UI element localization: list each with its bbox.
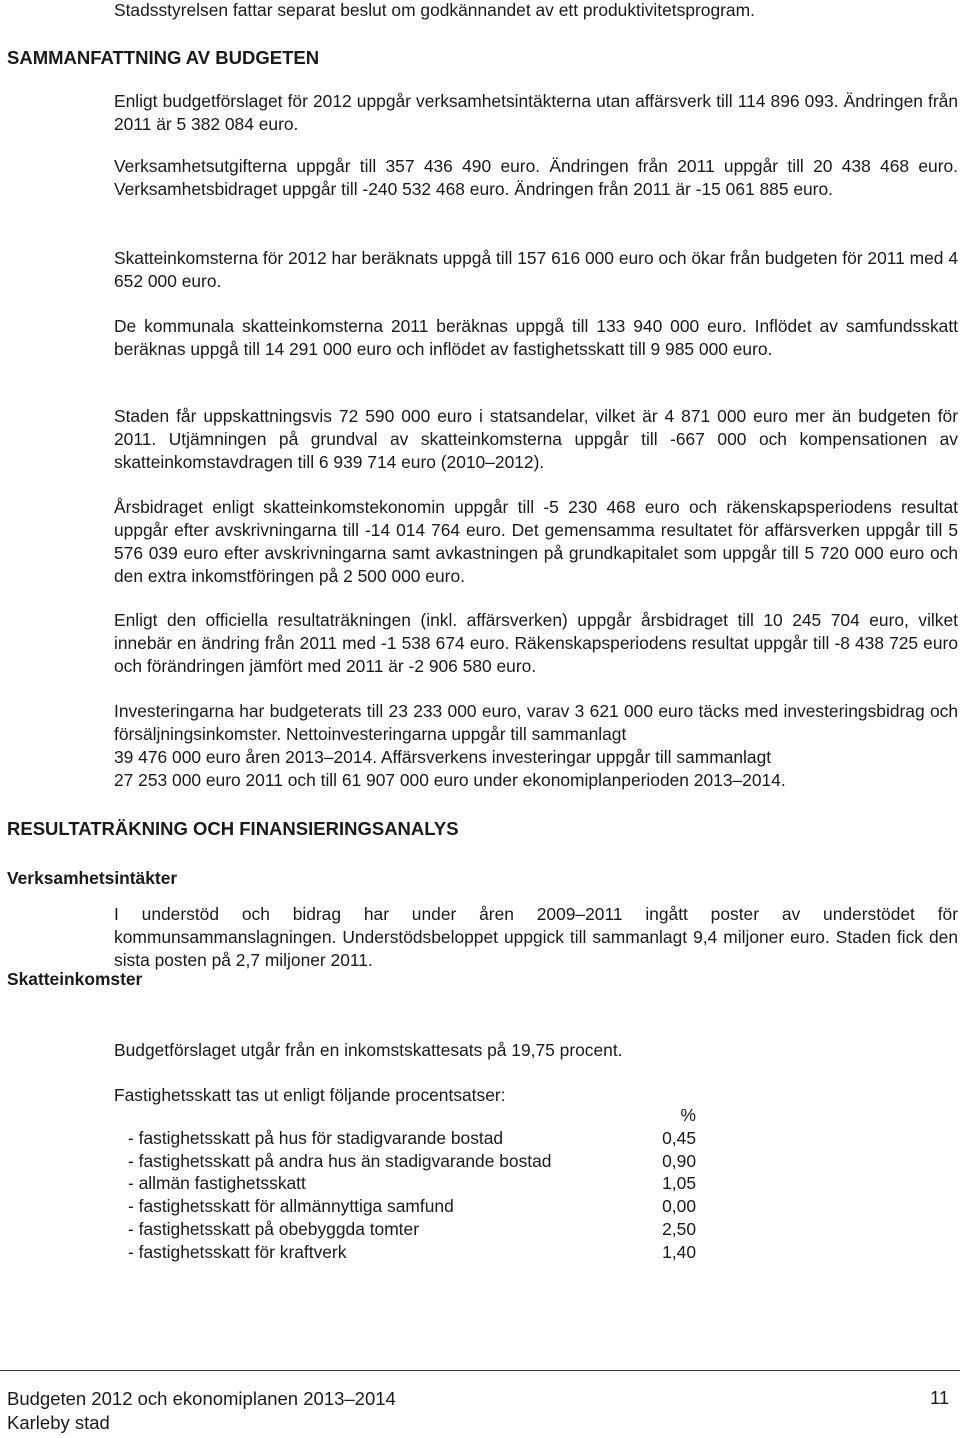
section-heading-income-statement: RESULTATRÄKNING OCH FINANSIERINGSANALYS (7, 818, 459, 839)
paragraph-expenses: Verksamhetsutgifterna uppgår till 357 436 490 euro. Ändringen från 2011 uppgår till 20 438 468 euro. Verksamhetsbidraget uppgår till -240 532 468 euro. Ändringen från 2011 är -15 061 885 euro. (114, 156, 958, 199)
paragraph-state-grants: Staden får uppskattningsvis 72 590 000 euro i statsandelar, vilket är 4 871 000 euro mer än budgeten för 2011. Utjämningen på grundval av skatteinkomsterna uppgår till -667 000 och kompensationen av skatteinkomstavdragen till 6 939 714 euro (2010–2012). (114, 406, 958, 472)
page-number: 11 (930, 1387, 950, 1408)
table-row (128, 1218, 696, 1241)
tax-label: - fastighetsskatt för allmännyttiga samfund (128, 1196, 454, 1217)
footer-organization: Karleby stad (7, 1412, 110, 1433)
paragraph-municipal-tax: De kommunala skatteinkomsterna 2011 beräknas uppgå till 133 940 000 euro. Inflödet av samfundsskatt beräknas uppgå till 14 291 000 euro och inflödet av fastighetsskatt till 9 985 000 euro. (114, 316, 958, 359)
subheading-operating-income: Verksamhetsintäkter (7, 868, 178, 888)
footer-divider (0, 1370, 960, 1371)
tax-label: - allmän fastighetsskatt (128, 1173, 306, 1194)
tax-label: - fastighetsskatt på andra hus än stadigvarande bostad (128, 1150, 552, 1171)
table-header-row (128, 1104, 696, 1127)
tax-label: - fastighetsskatt på hus för stadigvarande bostad (128, 1127, 504, 1148)
intro-line: Stadsstyrelsen fattar separat beslut om godkännandet av ett produktivitetsprogram. (114, 0, 755, 20)
paragraph-tax-income: Skatteinkomsterna för 2012 har beräknats uppgå till 157 616 000 euro och ökar från budgeten för 2011 med 4 652 000 euro. (114, 248, 958, 291)
table-row (128, 1241, 696, 1264)
tax-label: - fastighetsskatt för kraftverk (128, 1241, 347, 1262)
paragraph-investments: Investeringarna har budgeterats till 23 233 000 euro, varav 3 621 000 euro täcks med investeringsbidrag och försäljningsinkomster. Nettoinvesteringarna uppgår till sammanlagt (114, 701, 958, 744)
paragraph-revenue: Enligt budgetförslaget för 2012 uppgår verksamhetsintäkterna utan affärsverk till 114 896 093. Ändringen från 2011 är 5 382 084 euro. (114, 91, 958, 134)
table-row (128, 1195, 696, 1218)
paragraph-income-statement: Enligt den officiella resultaträkningen (inkl. affärsverken) uppgår årsbidraget till 10 245 704 euro, vilket innebär en ändring från 2011 med -1 538 674 euro. Räkenskapsperiodens resultat uppgår till -8 438 725 euro och förändringen jämfört med 2011 är -2 906 580 euro. (114, 610, 958, 676)
property-tax-table (128, 1104, 696, 1264)
paragraph-income-tax-rate: Budgetförslaget utgår från en inkomstskattesats på 19,75 procent. (114, 1040, 623, 1060)
paragraph-investments-line-2: 39 476 000 euro åren 2013–2014. Affärsverkens investeringar uppgår till sammanlagt (114, 747, 772, 767)
tax-rate: 2,50 (662, 1218, 696, 1239)
tax-rate: 1,05 (662, 1173, 696, 1194)
section-heading-summary: SAMMANFATTNING AV BUDGETEN (7, 47, 320, 68)
footer-title: Budgeten 2012 och ekonomiplanen 2013–2014 (7, 1388, 396, 1409)
subheading-tax-income: Skatteinkomster (7, 969, 143, 989)
tax-label: - fastighetsskatt på obebyggda tomter (128, 1218, 419, 1239)
paragraph-grants: I understöd och bidrag har under åren 2009–2011 ingått poster av understödet för kommunsammanslagningen. Understödsbeloppet uppgick till sammanlagt 9,4 miljoner euro. Staden fick den sista posten på 2,7 miljoner 2011. (114, 904, 958, 970)
tax-rate: 0,00 (662, 1196, 696, 1217)
paragraph-annual-margin: Årsbidraget enligt skatteinkomstekonomin uppgår till -5 230 468 euro och räkenskapsperiodens resultat uppgår efter avskrivningarna till -14 014 764 euro. Det gemensamma resultatet för affärsverken uppgår till 5 576 039 euro efter avskrivningarna samt avkastningen på grundkapitalet som uppgår till 5 720 000 euro och den extra inkomstföringen på 2 500 000 euro. (114, 497, 958, 586)
tax-rate: 1,40 (662, 1241, 696, 1262)
table-row (128, 1172, 696, 1195)
paragraph-property-tax-intro: Fastighetsskatt tas ut enligt följande procentsatser: (114, 1085, 506, 1105)
tax-rate: 0,90 (662, 1150, 696, 1171)
percent-column-header: % (680, 1105, 696, 1125)
tax-rate: 0,45 (662, 1127, 696, 1148)
table-row (128, 1127, 696, 1150)
paragraph-investments-line-3: 27 253 000 euro 2011 och till 61 907 000 euro under ekonomiplanperioden 2013–2014. (114, 770, 786, 790)
table-row (128, 1150, 696, 1173)
